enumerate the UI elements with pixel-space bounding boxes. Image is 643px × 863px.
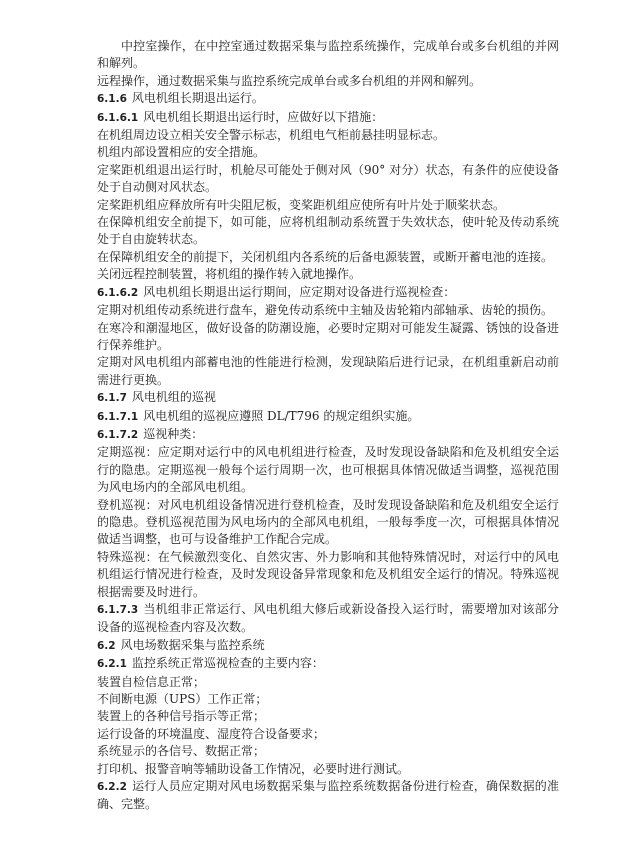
section-number: 6.2 bbox=[97, 639, 116, 652]
paragraph: 在保障机组安全的前提下，关闭机组内各系统的后备电源装置，或断开蓄电池的连接。 bbox=[97, 249, 554, 264]
paragraph: 关闭远程控制装置，将机组的操作转入就地操作。 bbox=[97, 267, 362, 282]
section-heading bbox=[97, 601, 559, 637]
section-number: 6.1.7.3 bbox=[97, 604, 139, 616]
section-heading bbox=[97, 778, 559, 814]
section-heading-text: 风电机组的巡视 bbox=[131, 390, 216, 405]
section-heading bbox=[97, 389, 559, 407]
section-heading-text: 监控系统正常巡视检查的主要内容： bbox=[131, 656, 324, 671]
paragraph: 装置自检信息正常； bbox=[97, 674, 206, 689]
section-heading bbox=[97, 655, 559, 673]
paragraph: 中控室操作，在中控室通过数据采集与监控系统操作，完成单台或多台机组的并网和解列。 bbox=[97, 39, 559, 71]
section-heading-text: 风电场数据采集与监控系统 bbox=[120, 637, 265, 652]
section-heading-text: 风电机组长期退出运行期间，应定期对设备进行巡视检查： bbox=[143, 284, 456, 299]
section-heading bbox=[97, 109, 559, 127]
paragraph: 定期巡视：应定期对运行中的风电机组进行检查，及时发现设备缺陷和危及机组安全运行的隐患。定期巡视一般每个运行周期一次，也可根据具体情况做适当调整，巡视范围为风电场内的全部风电机组。 bbox=[97, 445, 559, 495]
paragraph: 在机组周边设立相关安全警示标志，机组电气柜前悬挂明显标志。 bbox=[97, 128, 446, 143]
paragraph: 运行设备的环境温度、湿度符合设备要求； bbox=[97, 726, 326, 741]
section-heading-text: 风电机组的巡视应遵照 DL/T796 的规定组织实施。 bbox=[143, 408, 420, 423]
paragraph: 机组内部设置相应的安全措施。 bbox=[97, 145, 266, 160]
section-number: 6.1.6 bbox=[97, 93, 127, 106]
section-number: 6.1.7.2 bbox=[97, 428, 139, 441]
paragraph: 不间断电源（UPS）工作正常； bbox=[97, 692, 268, 707]
paragraph: 远程操作，通过数据采集与监控系统完成单台或多台机组的并网和解列。 bbox=[97, 73, 482, 88]
section-heading-text: 当机组非正常运行、风电机组大修后或新设备投入运行时，需要增加对该部分设备的巡视检查内容及次数。 bbox=[97, 602, 559, 635]
section-number: 6.2.1 bbox=[97, 658, 127, 671]
paragraph: 特殊巡视：在气候激烈变化、自然灾害、外力影响和其他特殊情况时，对运行中的风电机组运行情况进行检查，及时发现设备异常现象和危及机组安全运行的情况。特殊巡视根据需要及时进行。 bbox=[97, 549, 559, 599]
section-heading bbox=[97, 284, 559, 302]
section-heading bbox=[97, 426, 559, 444]
section-heading-text: 运行人员应定期对风电场数据采集与监控系统数据备份进行检查，确保数据的准确、完整。 bbox=[97, 779, 559, 812]
section-number: 6.1.7 bbox=[97, 392, 127, 405]
document-body bbox=[97, 38, 559, 814]
paragraph: 在寒冷和潮湿地区，做好设备的防潮设施，必要时定期对可能发生凝露、锈蚀的设备进行保养维护。 bbox=[97, 320, 559, 352]
section-number: 6.1.7.1 bbox=[97, 410, 139, 423]
paragraph: 定桨距机组应释放所有叶尖阻尼板，变桨距机组应使所有叶片处于顺桨状态。 bbox=[97, 197, 506, 212]
paragraph: 装置上的各种信号指示等正常； bbox=[97, 709, 266, 724]
paragraph: 定桨距机组退出运行时，机舱尽可能处于侧对风（90° 对分）状态，有条件的应使设备处于自动侧对风状态。 bbox=[97, 162, 559, 195]
paragraph: 在保障机组安全前提下，如可能，应将机组制动系统置于失效状态，使叶轮及传动系统处于自由旋转状态。 bbox=[97, 215, 559, 247]
section-heading bbox=[97, 408, 559, 426]
section-number: 6.1.6.1 bbox=[97, 111, 139, 124]
section-number: 6.1.6.2 bbox=[97, 286, 139, 299]
section-heading-text: 风电机组长期退出运行时，应做好以下措施： bbox=[143, 109, 384, 124]
paragraph: 登机巡视：对风电机组设备情况进行登机检查，及时发现设备缺陷和危及机组安全运行的隐患。登机巡视范围为风电场内的全部风电机组，一般每季度一次，可根据具体情况做适当调整，也可与设备维护工作配合完成。 bbox=[97, 497, 559, 547]
section-heading bbox=[97, 90, 559, 108]
section-number: 6.2.2 bbox=[97, 781, 127, 794]
paragraph: 定期对风电机组内部蓄电池的性能进行检测，发现缺陷后进行记录，在机组重新启动前需进行更换。 bbox=[97, 355, 559, 387]
paragraph: 定期对机组传动系统进行盘车，避免传动系统中主轴及齿轮箱内部轴承、齿轮的损伤。 bbox=[97, 303, 554, 318]
paragraph: 系统显示的各信号、数据正常； bbox=[97, 744, 266, 759]
section-heading-text: 风电机组长期退出运行。 bbox=[131, 91, 264, 106]
section-heading-text: 巡视种类： bbox=[143, 426, 204, 441]
paragraph: 打印机、报警音响等辅助设备工作情况，必要时进行测试。 bbox=[97, 761, 410, 776]
section-heading bbox=[97, 637, 559, 655]
